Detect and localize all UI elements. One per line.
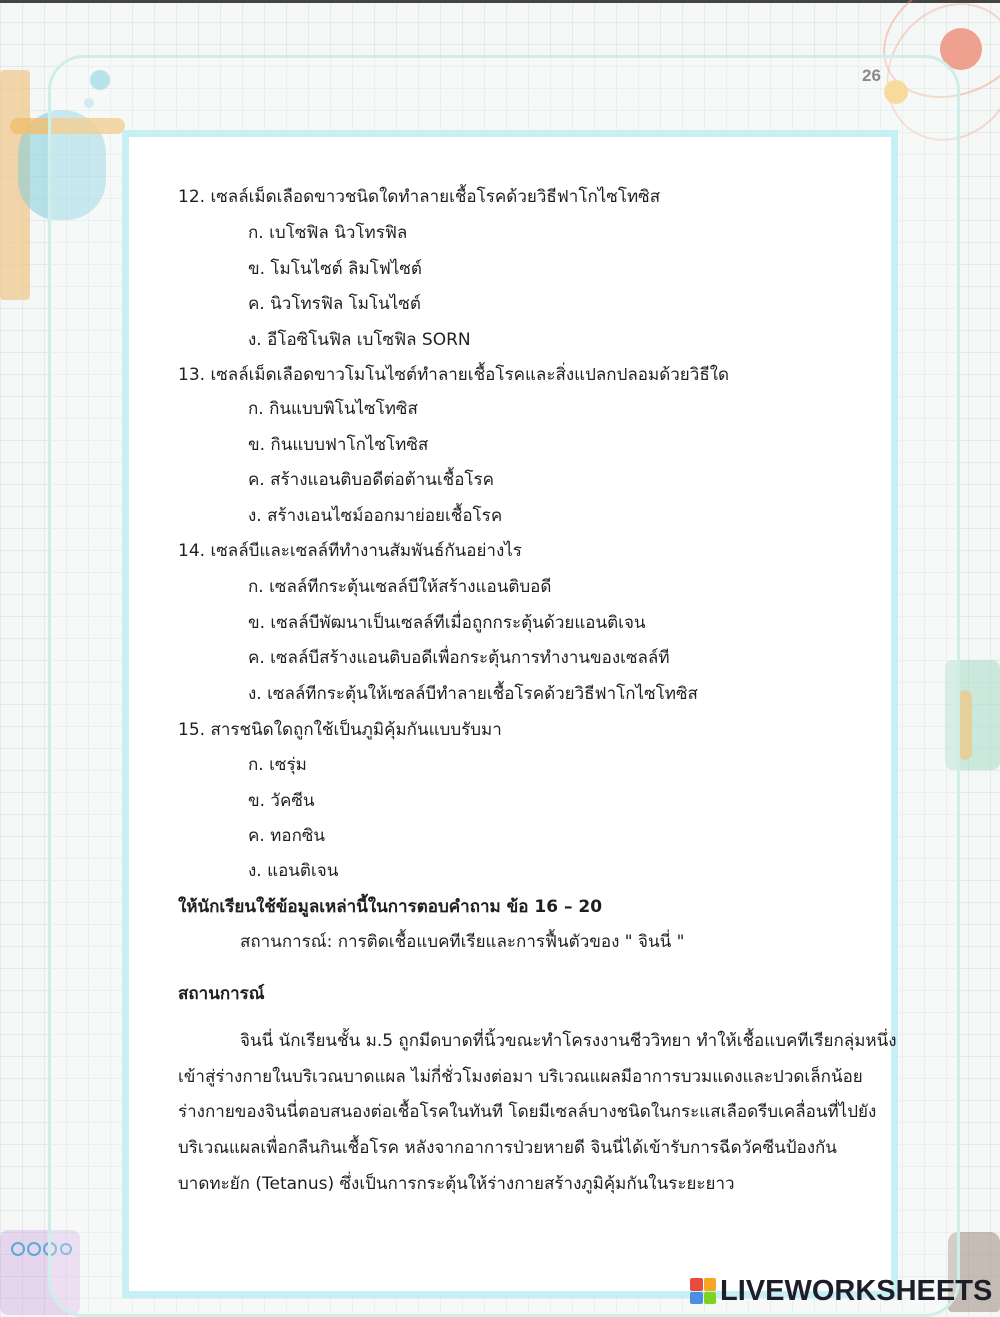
liveworksheets-logo[interactable] — [690, 1274, 992, 1308]
scenario-paragraph-line: บริเวณแผลเพื่อกลืนกินเชื้อโรค หลังจากอาการป่วยหายดี จินนี่ได้เข้ารับการฉีดวัคซีนป้องกัน — [178, 1138, 837, 1158]
option-15-c: ค. ทอกซิน — [248, 826, 326, 846]
option-12-b: ข. โมโนไซต์ ลิมโฟไซต์ — [248, 259, 422, 279]
question-12: 12. เซลล์เม็ดเลือดขาวชนิดใดทำลายเชื้อโรคด้วยวิธีฟาโกไซโทซิส — [178, 187, 661, 207]
liveworksheets-logo-text: LIVEWORKSHEETS — [720, 1275, 993, 1307]
option-13-d: ง. สร้างเอนไซม์ออกมาย่อยเชื้อโรค — [248, 506, 503, 526]
question-14: 14. เซลล์บีและเซลล์ทีทำงานสัมพันธ์กันอย่างไร — [178, 541, 522, 561]
liveworksheets-logo-icon — [690, 1278, 716, 1304]
option-14-d: ง. เซลล์ทีกระตุ้นให้เซลล์บีทำลายเชื้อโรคด้วยวิธีฟาโกไซโทซิส — [248, 684, 698, 704]
scenario-paragraph-line: ร่างกายของจินนี่ตอบสนองต่อเชื้อโรคในทันที โดยมีเซลล์บางชนิดในกระแสเลือดรีบเคลื่อนที่ไปยัง — [178, 1102, 877, 1122]
option-12-a: ก. เบโซฟิล นิวโทรฟิล — [248, 223, 408, 243]
option-13-b: ข. กินแบบฟาโกไซโทซิส — [248, 435, 429, 455]
top-border — [0, 0, 1000, 3]
scenario-title: สถานการณ์: การติดเชื้อแบคทีเรียและการฟื้นตัวของ " จินนี่ " — [240, 932, 685, 952]
scenario-paragraph-line: จินนี่ นักเรียนชั้น ม.5 ถูกมีดบาดที่นิ้วขณะทำโครงงานชีววิทยา ทำให้เชื้อแบคทีเรียกลุ่มหนึ่ง — [240, 1031, 897, 1051]
scenario-paragraph-line: บาดทะยัก (Tetanus) ซึ่งเป็นการกระตุ้นให้ร่างกายสร้างภูมิคุ้มกันในระยะยาว — [178, 1174, 735, 1194]
scenario-paragraph-line: เข้าสู่ร่างกายในบริเวณบาดแผล ไม่กี่ชั่วโมงต่อมา บริเวณแผลมีอาการบวมแดงและปวดเล็กน้อย — [178, 1067, 863, 1087]
option-14-b: ข. เซลล์บีพัฒนาเป็นเซลล์ทีเมื่อถูกกระตุ้นด้วยแอนติเจน — [248, 613, 646, 633]
option-15-b: ข. วัคซีน — [248, 791, 315, 811]
page-number: 26 — [862, 66, 881, 85]
option-14-c: ค. เซลล์บีสร้างแอนติบอดีเพื่อกระตุ้นการทำงานของเซลล์ที — [248, 648, 670, 668]
option-15-a: ก. เซรุ่ม — [248, 755, 307, 775]
option-12-c: ค. นิวโทรฟิล โมโนไซต์ — [248, 294, 421, 314]
option-12-d: ง. อีโอซิโนฟิล เบโซฟิล SORN — [248, 330, 471, 350]
option-13-a: ก. กินแบบพิโนไซโทซิส — [248, 399, 418, 419]
question-13: 13. เซลล์เม็ดเลือดขาวโมโนไซต์ทำลายเชื้อโรคและสิ่งแปลกปลอมด้วยวิธีใด — [178, 365, 730, 385]
test-tube-icon — [958, 690, 972, 760]
question-15: 15. สารชนิดใดถูกใช้เป็นภูมิคุ้มกันแบบรับมา — [178, 720, 502, 740]
option-14-a: ก. เซลล์ทีกระตุ้นเซลล์บีให้สร้างแอนติบอดี — [248, 577, 552, 597]
instruction-text: ให้นักเรียนใช้ข้อมูลเหล่านี้ในการตอบคำถาม ข้อ 16 – 20 — [178, 897, 603, 917]
option-13-c: ค. สร้างแอนติบอดีต่อต้านเชื้อโรค — [248, 470, 495, 490]
option-15-d: ง. แอนติเจน — [248, 861, 339, 881]
scenario-heading: สถานการณ์ — [178, 984, 265, 1004]
